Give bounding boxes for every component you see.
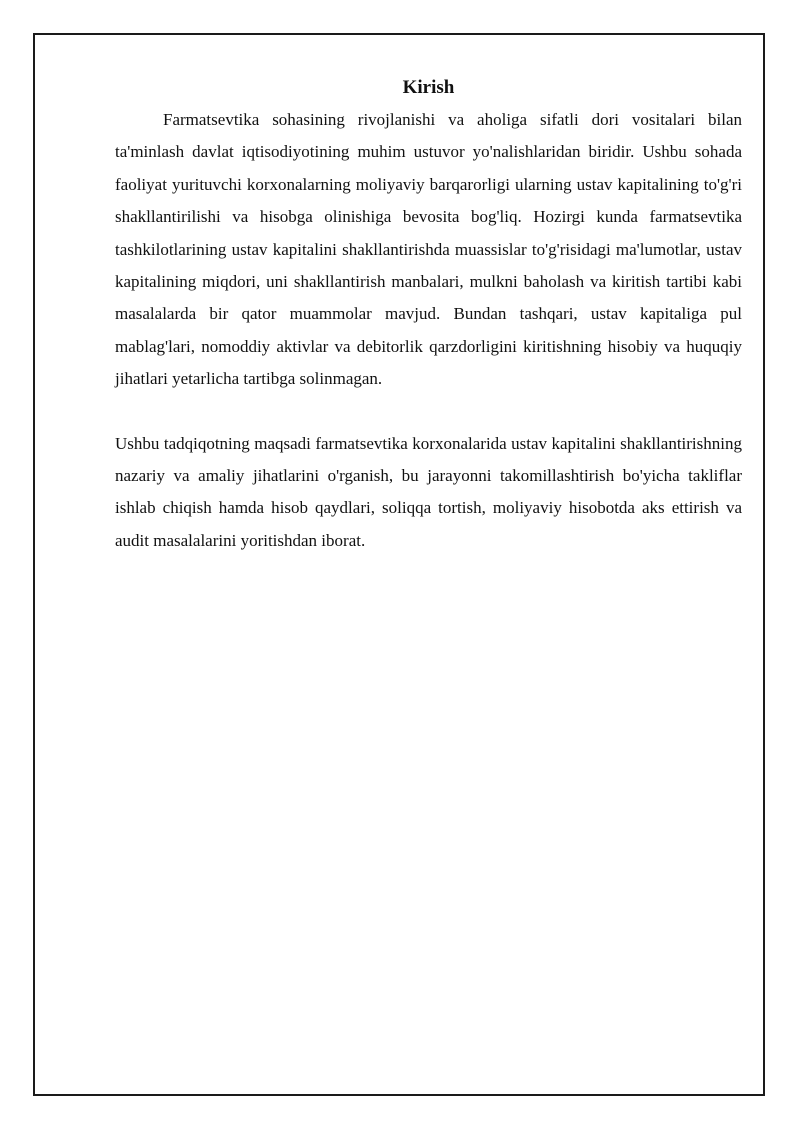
paragraph-1: Farmatsevtika sohasining rivojlanishi va aholiga sifatli dori vositalari bilan ta'minlash davlat iqtisodiyotining muhim ustuvor yo'nalishlaridan biridir. Ushbu sohada faoliyat yurituvchi korxonalarning moliyaviy barqarorligi ularning ustav kapitalining to'g'ri shakllantirilishi va hisobga olinishiga bevosita bog'liq. Hozirgi kunda farmatsevtika tashkilotlarining ustav kapitalini shakllantirishda muassislar to'g'risidagi ma'lumotlar, ustav kapitalining miqdori, uni shakllantirish manbalari, mulkni baholash va kiritish tartibi kabi masalalarda bir qator muammolar mavjud. Bundan tashqari, ustav kapitaliga pul mablag'lari, nomoddiy aktivlar va debitorlik qarzdorligini kiritishning hisobiy va huquqiy jihatlari yetarlicha tartibga solinmagan. (115, 110, 742, 389)
document-title: Kirish (402, 77, 455, 98)
paragraph-spacer (115, 396, 742, 428)
document-body (115, 76, 742, 557)
paragraph-2: Ushbu tadqiqotning maqsadi farmatsevtika korxonalarida ustav kapitalini shakllantirishning nazariy va amaliy jihatlarini o'rganish, bu jarayonni takomillashtirish bo'yicha takliflar ishlab chiqish hamda hisob qaydlari, soliqqa tortish, moliyaviy hisobotda aks ettirish va audit masalalarini yoritishdan iborat. (115, 433, 742, 550)
